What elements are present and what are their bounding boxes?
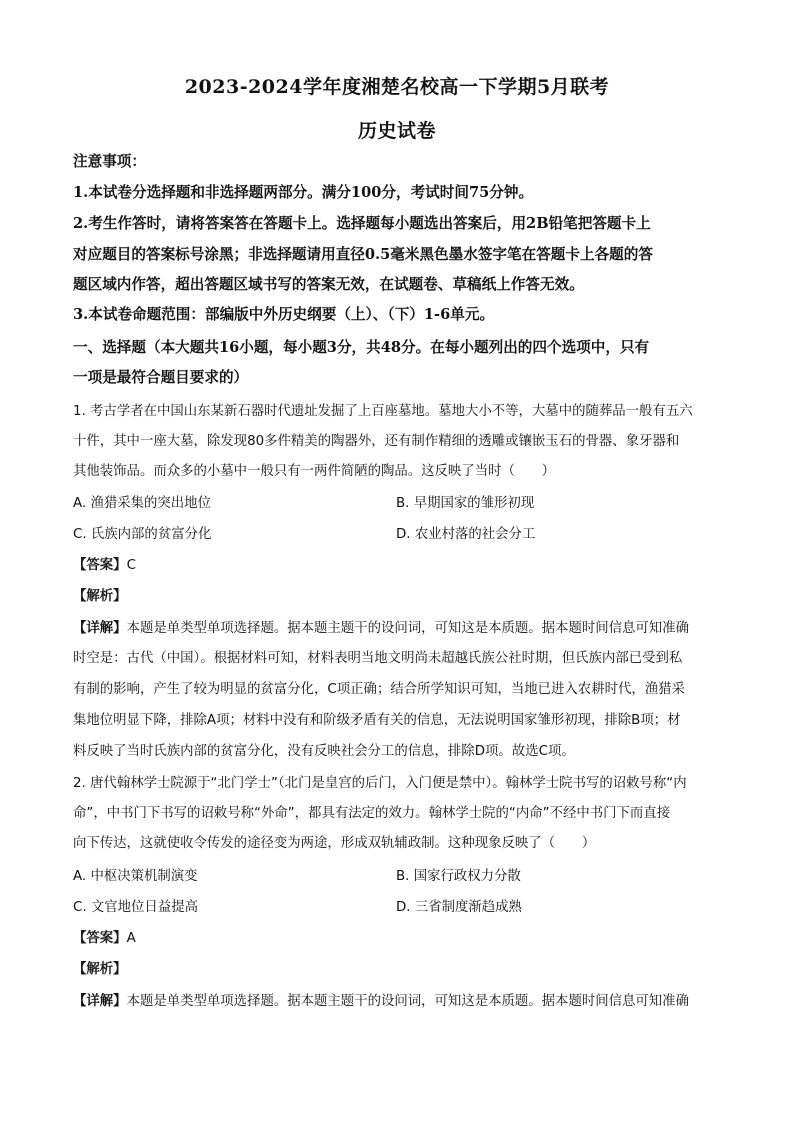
answer-label: 【答案】 <box>73 558 127 573</box>
q1-detail-line: 集地位明显下降，排除A项；材料中没有和阶级矛盾有关的信息，无法说明国家雏形初现，排除B项；材 <box>73 713 681 728</box>
section-heading-cont: 一项是最符合题目要求的） <box>73 369 249 386</box>
detail-label: 【详解】 <box>73 994 127 1009</box>
q1-stem-line: 其他装饰品。而众多的小墓中一般只有一两件简陋的陶品。这反映了当时（ ） <box>73 464 556 479</box>
notice-line: 2.考生作答时，请将答案答在答题卡上。选择题每小题选出答案后，用2B铅笔把答题卡上 <box>73 215 651 232</box>
q2-detail-line <box>73 992 723 1012</box>
q2-option-c: C. 文官地位日益提高 <box>73 900 198 915</box>
q1-detail-line: 时空是：古代（中国）。根据材料可知，材料表明当地文明尚未超越氏族公社时期，但氏族内部已受到私 <box>73 651 683 666</box>
section-heading: 一、选择题（本大题共16小题，每小题3分，共48分。在每小题列出的四个选项中，只有 <box>73 339 650 356</box>
notice-line: 对应题目的答案标号涂黑；非选择题请用直径0.5毫米黑色墨水签字笔在答题卡上各题的答 <box>73 246 653 263</box>
notice-line: 1.本试卷分选择题和非选择题两部分。满分100分，考试时间75分钟。 <box>73 184 534 201</box>
q2-option-b: B. 国家行政权力分散 <box>396 869 521 884</box>
q2-answer <box>73 929 136 949</box>
exam-subject: 历史试卷 <box>357 120 436 142</box>
detail-text: 本题是单类型单项选择题。据本题主题干的设问词，可知这是本质题。据本题时间信息可知准确 <box>126 994 689 1009</box>
analysis-label: 【解析】 <box>73 589 127 604</box>
q1-option-d: D. 农业村落的社会分工 <box>396 527 536 542</box>
answer-label: 【答案】 <box>73 931 127 946</box>
q1-stem-line: 1. 考古学者在中国山东某新石器时代遗址发掘了上百座墓地。墓地大小不等，大墓中的随葬品一般有五六 <box>73 404 693 419</box>
notice-line: 题区域内作答，超出答题区域书写的答案无效，在试题卷、草稿纸上作答无效。 <box>73 276 584 293</box>
q2-analysis <box>73 960 127 980</box>
q2-option-d: D. 三省制度渐趋成熟 <box>396 900 522 915</box>
q2-stem-line: 命”，中书门下书写的诏敕号称“外命”，都具有法定的效力。翰林学士院的“内命”不经中书门下而直接 <box>73 806 671 821</box>
detail-label: 【详解】 <box>73 621 127 636</box>
detail-text: 本题是单类型单项选择题。据本题主题干的设问词，可知这是本质题。据本题时间信息可知准确 <box>126 621 689 636</box>
notice-line: 3.本试卷命题范围：部编版中外历史纲要（上）、（下）1-6单元。 <box>73 306 495 323</box>
answer-value: A <box>126 931 136 946</box>
answer-value: C <box>126 558 136 573</box>
q2-option-a: A. 中枢决策机制演变 <box>73 869 198 884</box>
q1-analysis <box>73 587 127 607</box>
q2-stem-line: 向下传达，这就使收令传发的途径变为两途，形成双轨辅政制。这种现象反映了（ ） <box>73 836 596 851</box>
analysis-label: 【解析】 <box>73 962 127 977</box>
q1-option-a: A. 渔猎采集的突出地位 <box>73 496 211 511</box>
q1-detail-line <box>73 619 723 639</box>
q1-option-b: B. 早期国家的雏形初现 <box>396 496 535 511</box>
q2-stem-line: 2. 唐代翰林学士院源于“北门学士”（北门是皇宫的后门，入门便是禁中）。翰林学士院书写的诏敕号称“内 <box>73 776 687 791</box>
q1-option-c: C. 氏族内部的贫富分化 <box>73 527 212 542</box>
q1-detail-line: 有制的影响，产生了较为明显的贫富分化，C项正确；结合所学知识可知，当地已进入农耕时代，渔猎采 <box>73 682 685 697</box>
q1-stem-line: 十件，其中一座大墓，除发现80多件精美的陶器外，还有制作精细的透雕或镶嵌玉石的骨器、象牙器和 <box>73 434 680 449</box>
notice-heading: 注意事项： <box>73 153 146 170</box>
q1-detail-line: 料反映了当时氏族内部的贫富分化，没有反映社会分工的信息，排除D项。故选C项。 <box>73 744 575 759</box>
q1-answer <box>73 556 136 576</box>
exam-title: 2023-2024学年度湘楚名校高一下学期5月联考 <box>184 76 610 98</box>
